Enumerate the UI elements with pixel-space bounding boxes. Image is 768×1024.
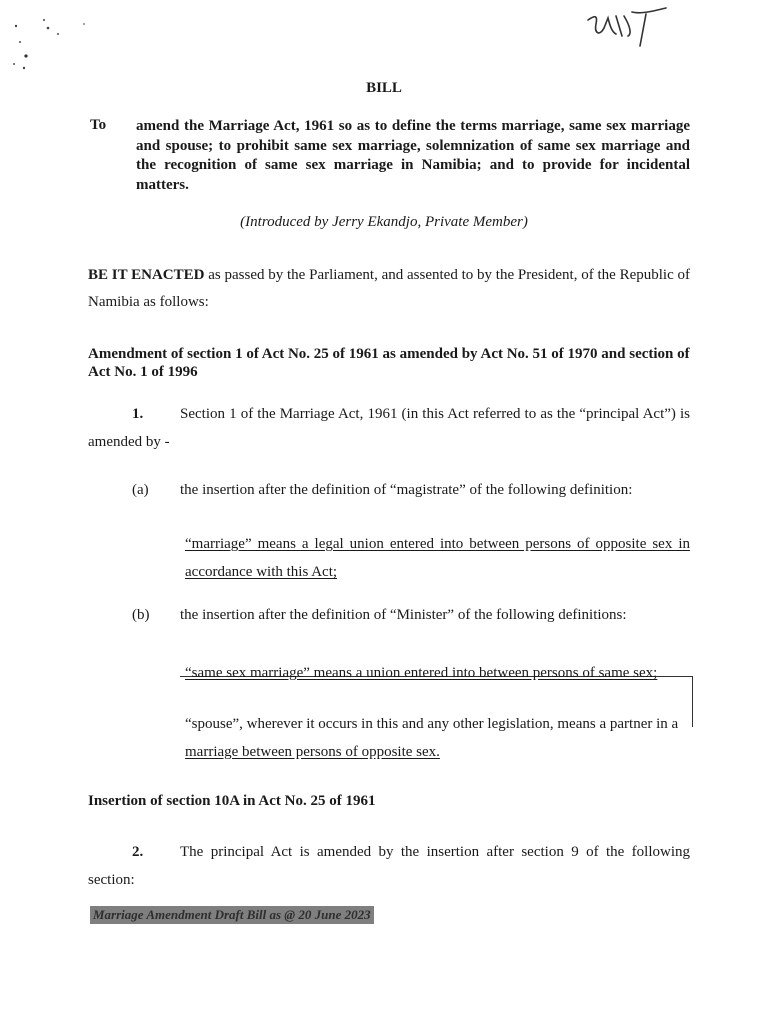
preamble-label: To xyxy=(90,117,107,133)
section-1-heading: Amendment of section 1 of Act No. 25 of 1961 as amended by Act No. 51 of 1970 and section of Act No. 1 of 1996 xyxy=(88,346,690,380)
item-b-label: (b) xyxy=(132,607,150,623)
item-b-text: the insertion after the definition of “Minister” of the following definitions: xyxy=(180,607,627,623)
section-2-heading: Insertion of section 10A in Act No. 25 of 1961 xyxy=(88,793,376,809)
scan-speck-marks xyxy=(4,12,124,76)
item-a-text: the insertion after the definition of “magistrate” of the following definition: xyxy=(180,482,633,498)
enactment-clause xyxy=(88,262,690,316)
bill-title: BILL xyxy=(366,80,402,96)
definition-marriage-text: “marriage” means a legal union entered into between persons of opposite sex in accordance with this Act; xyxy=(185,536,690,580)
definition-spouse xyxy=(185,710,690,766)
section-2-paragraph xyxy=(88,838,690,894)
section-2-text: The principal Act is amended by the insertion after section 9 of the following section: xyxy=(88,844,690,888)
definition-marriage xyxy=(185,530,690,586)
section-1-text: Section 1 of the Marriage Act, 1961 (in this Act referred to as the “principal Act”) is amended by - xyxy=(88,406,690,450)
definition-same-sex-marriage-text: “same sex marriage” means a union entered into between persons of same sex; xyxy=(185,665,658,681)
definition-same-sex-marriage xyxy=(185,659,690,687)
definition-spouse-continued: marriage between persons of opposite sex. xyxy=(185,744,440,760)
preamble-text: amend the Marriage Act, 1961 so as to define the terms marriage, same sex marriage and spouse; to prohibit same sex marriage, solemnization of same sex marriage and the recognition of same sex marriage in Namibia; and to provide for incidental matters. xyxy=(136,118,690,193)
definition-spouse-text: “spouse”, wherever it occurs in this and any other legislation, means a partner in a xyxy=(185,716,679,732)
section-1-paragraph xyxy=(88,400,690,456)
section-2-number: 2. xyxy=(132,844,144,860)
section-1-number: 1. xyxy=(132,406,144,422)
handwritten-initials-mark xyxy=(580,6,672,50)
item-a-label: (a) xyxy=(132,482,149,498)
draft-footer-stamp: Marriage Amendment Draft Bill as @ 20 June 2023 xyxy=(90,906,374,924)
enactment-text: as passed by the Parliament, and assented to by the President, of the Republic of Namibia as follows: xyxy=(88,267,690,310)
enactment-lead: BE IT ENACTED xyxy=(88,267,205,283)
introduced-by: (Introduced by Jerry Ekandjo, Private Member) xyxy=(240,214,528,230)
